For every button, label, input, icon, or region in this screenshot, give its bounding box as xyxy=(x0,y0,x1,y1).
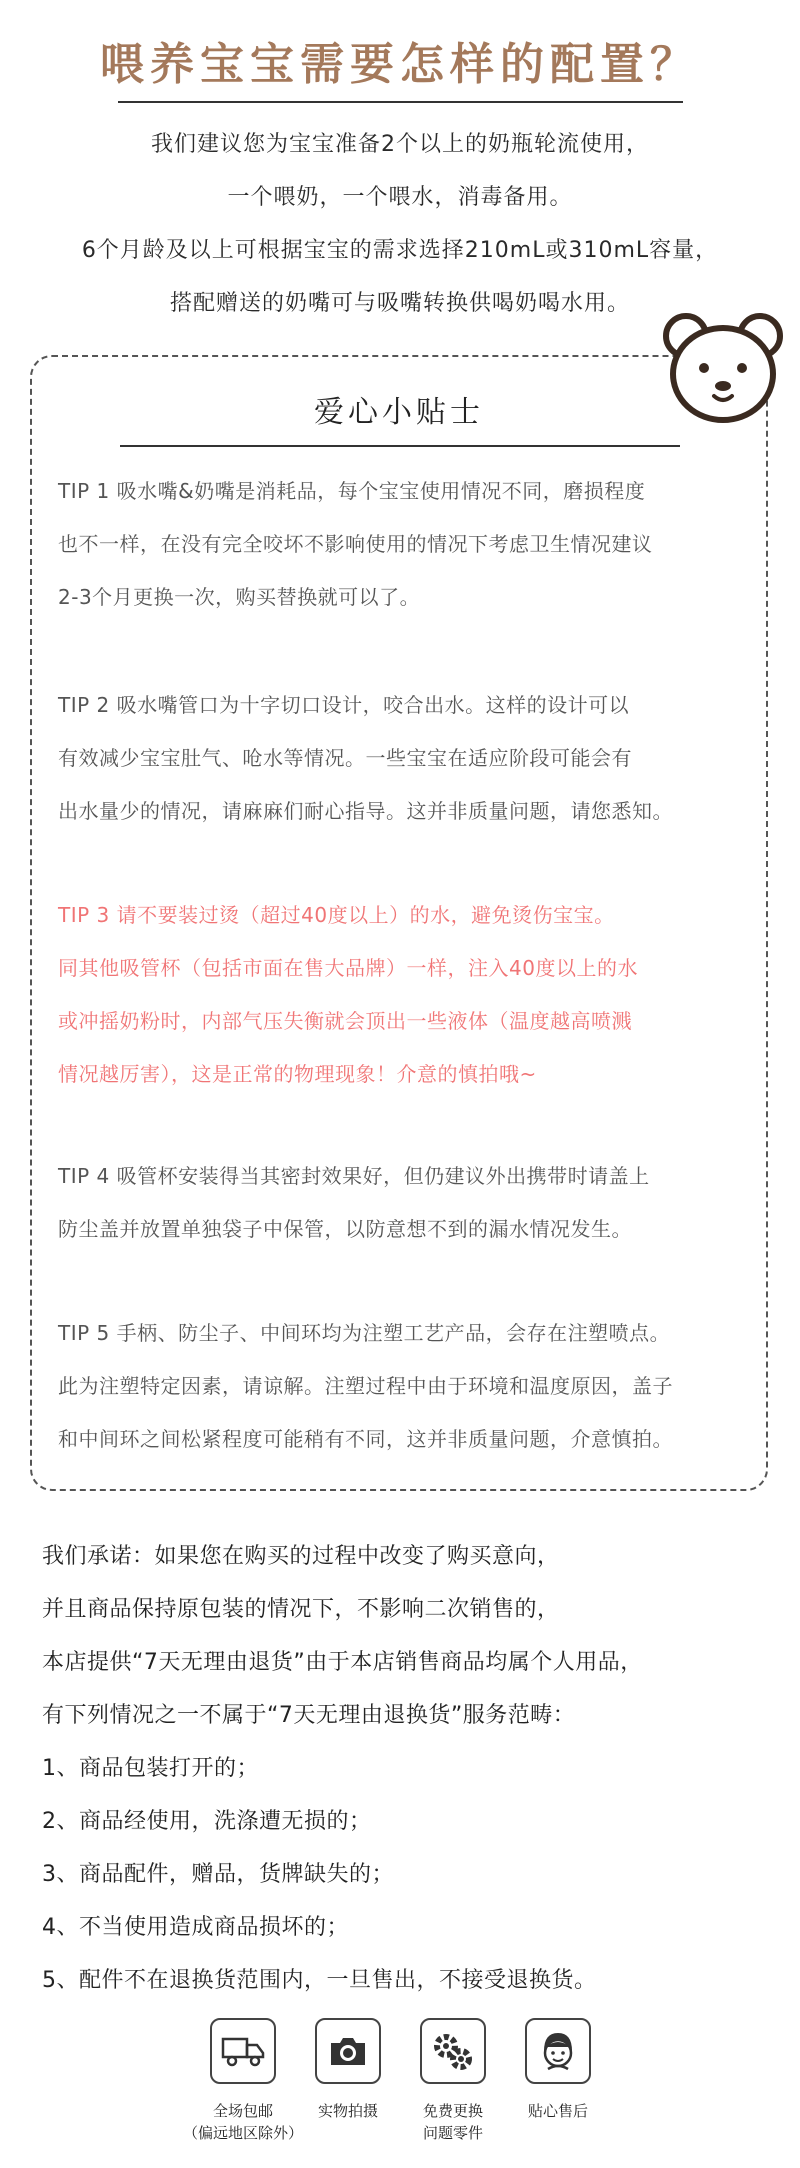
tips-divider xyxy=(120,445,680,447)
policy-line: 4、不当使用造成商品损坏的； xyxy=(42,1915,349,1940)
tip-line: TIP 4 吸管杯安装得当其密封效果好，但仍建议外出携带时请盖上 xyxy=(58,1164,650,1188)
customer-service-icon xyxy=(525,2018,591,2084)
service-label: 贴心售后 xyxy=(527,2102,588,2120)
policy-line: 2、商品经使用，洗涤遭无损的； xyxy=(42,1809,372,1834)
tip-line: 也不一样，在没有完全咬坏不影响使用的情况下考虑卫生情况建议 xyxy=(58,532,653,556)
service-label: 实物拍摄 xyxy=(317,2102,378,2120)
tip-2 xyxy=(58,679,758,838)
policy-line: 3、商品配件，赠品，货牌缺失的； xyxy=(42,1862,394,1887)
tips-heading: 爱心小贴士 xyxy=(314,395,484,430)
tip-1 xyxy=(58,465,758,624)
gears-icon xyxy=(420,2018,486,2084)
tip-line: 出水量少的情况，请麻麻们耐心指导。这并非质量问题，请您悉知。 xyxy=(58,799,673,823)
delivery-truck-icon xyxy=(210,2018,276,2084)
tip-line: 防尘盖并放置单独袋子中保管，以防意想不到的漏水情况发生。 xyxy=(58,1217,632,1241)
return-policy xyxy=(42,1530,782,2007)
policy-line: 并且商品保持原包装的情况下，不影响二次销售的， xyxy=(42,1597,560,1622)
bear-mascot-icon xyxy=(658,308,788,428)
service-after-sales xyxy=(493,2018,623,2122)
intro-line: 6个月龄及以上可根据宝宝的需求选择210mL或310mL容量， xyxy=(81,238,719,263)
service-sublabel: （偏远地区除外） xyxy=(182,2124,303,2142)
tip-line: 同其他吸管杯（包括市面在售大品牌）一样，注入40度以上的水 xyxy=(58,956,638,980)
tip-line: TIP 1 吸水嘴&奶嘴是消耗品，每个宝宝使用情况不同，磨损程度 xyxy=(58,479,646,503)
tip-3-warning xyxy=(58,889,758,1101)
service-badges xyxy=(0,2018,800,2168)
tip-line: 和中间环之间松紧程度可能稍有不同，这并非质量问题，介意慎拍。 xyxy=(58,1427,673,1451)
intro-line: 一个喂奶，一个喂水，消毒备用。 xyxy=(227,185,573,210)
tip-line: TIP 5 手柄、防尘子、中间环均为注塑工艺产品，会存在注塑喷点。 xyxy=(58,1321,671,1345)
title-divider xyxy=(118,101,683,103)
tip-line: 有效减少宝宝肚气、呛水等情况。一些宝宝在适应阶段可能会有 xyxy=(58,746,632,770)
page-title: 喂养宝宝需要怎样的配置？ xyxy=(100,39,700,90)
tip-line: TIP 3 请不要装过烫（超过40度以上）的水，避免烫伤宝宝。 xyxy=(58,903,615,927)
policy-line: 5、配件不在退换货范围内，一旦售出，不接受退换货。 xyxy=(42,1968,597,1993)
tip-line: TIP 2 吸水嘴管口为十字切口设计，咬合出水。这样的设计可以 xyxy=(58,693,630,717)
intro-line: 我们建议您为宝宝准备2个以上的奶瓶轮流使用， xyxy=(151,132,649,157)
policy-line: 我们承诺：如果您在购买的过程中改变了购买意向， xyxy=(42,1544,560,1569)
policy-line: 1、商品包装打开的； xyxy=(42,1756,259,1781)
tip-line: 2-3个月更换一次，购买替换就可以了。 xyxy=(58,585,421,609)
tip-line: 此为注塑特定因素，请谅解。注塑过程中由于环境和温度原因，盖子 xyxy=(58,1374,673,1398)
intro-line: 搭配赠送的奶嘴可与吸嘴转换供喝奶喝水用。 xyxy=(169,291,630,316)
tip-5 xyxy=(58,1307,758,1466)
tip-line: 或冲摇奶粉时，内部气压失衡就会顶出一些液体（温度越高喷溅 xyxy=(58,1009,632,1033)
service-sublabel: 问题零件 xyxy=(422,2124,483,2142)
service-label: 全场包邮 xyxy=(212,2102,273,2120)
tips-box xyxy=(30,355,768,1491)
camera-icon xyxy=(315,2018,381,2084)
policy-line: 本店提供“7天无理由退货”由于本店销售商品均属个人用品， xyxy=(42,1650,643,1675)
intro-text xyxy=(0,118,800,330)
service-label: 免费更换 xyxy=(422,2102,483,2120)
policy-line: 有下列情况之一不属于“7天无理由退换货”服务范畴： xyxy=(42,1703,576,1728)
tip-4 xyxy=(58,1150,758,1256)
tip-line: 情况越厉害），这是正常的物理现象！介意的慎拍哦~ xyxy=(58,1062,537,1086)
